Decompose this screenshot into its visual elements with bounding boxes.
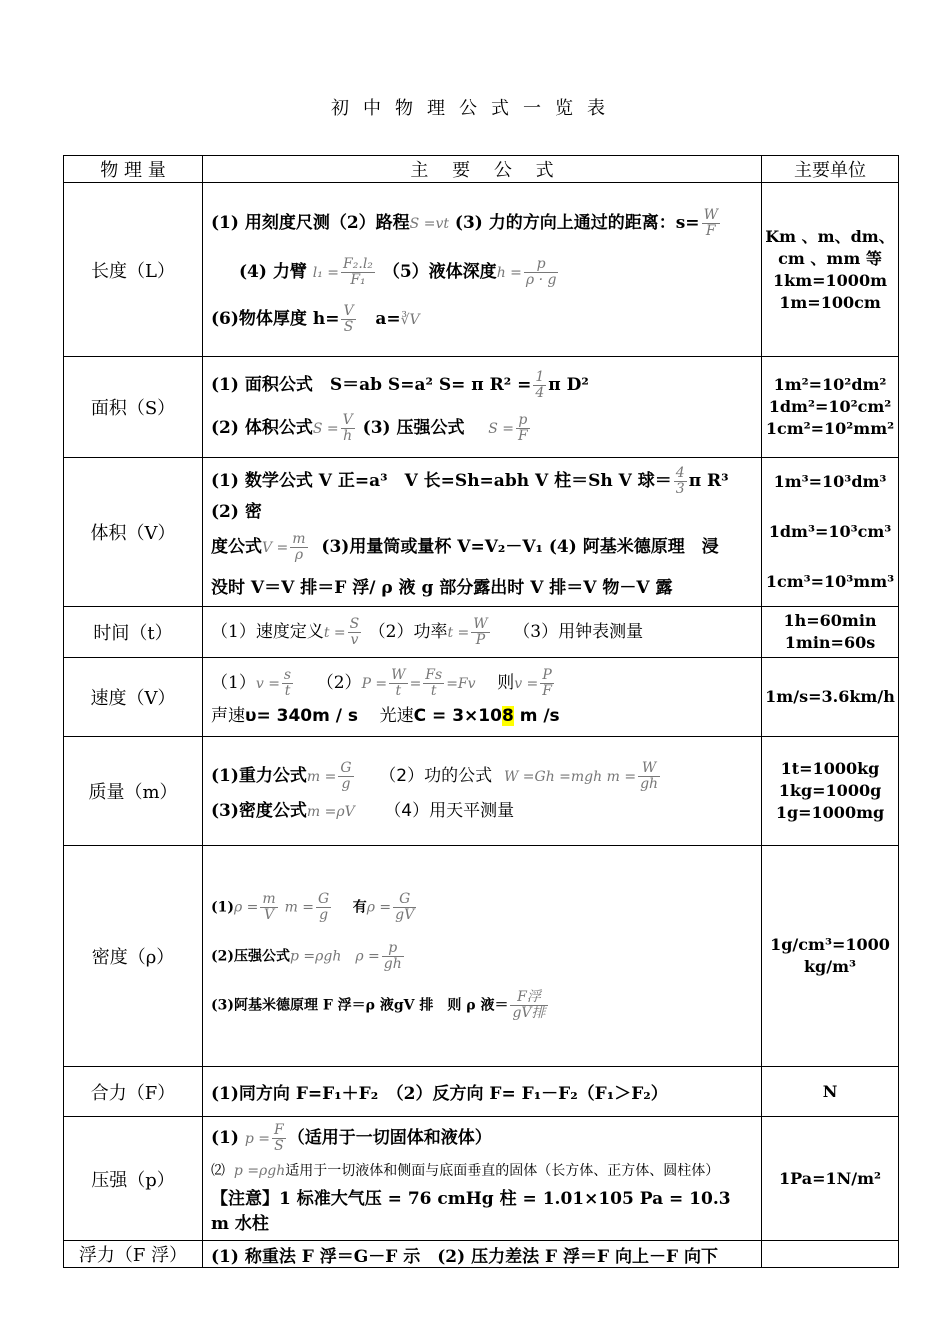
denominator: gh xyxy=(383,955,402,972)
fraction xyxy=(290,532,307,563)
fraction xyxy=(510,990,547,1021)
formula-text: （1） xyxy=(211,673,256,693)
numerator: 4 xyxy=(675,465,685,481)
numerator: S xyxy=(349,615,360,632)
table-row xyxy=(64,846,899,1067)
quantity-name: 密度（ρ） xyxy=(64,846,203,1067)
fraction xyxy=(272,1123,286,1154)
formula-text: （5）液体深度 xyxy=(382,262,497,282)
denominator: v xyxy=(350,631,359,648)
formula-expr: S =vt xyxy=(409,216,449,232)
denominator: F₁ xyxy=(350,272,366,288)
formula-expr: p = xyxy=(244,1131,270,1147)
unit-text: 1t=1000kg xyxy=(780,759,880,778)
formula-expr: S = xyxy=(312,421,339,437)
fraction xyxy=(393,892,416,923)
numerator: p xyxy=(524,257,559,273)
formula-expr: W =Gh =mgh m = xyxy=(503,769,637,785)
quantity-name: 长度（L） xyxy=(64,183,203,357)
fraction xyxy=(341,413,355,444)
denominator: 4 xyxy=(535,385,545,401)
table-row xyxy=(64,183,899,357)
fraction xyxy=(348,617,362,648)
fraction xyxy=(316,892,331,923)
formula-expr: =Fv xyxy=(446,676,476,692)
fraction xyxy=(540,668,554,699)
unit-text: Km 、m、dm、 xyxy=(765,226,895,246)
unit-text: 1h=60min xyxy=(783,611,877,630)
formula-text: （2）功率 xyxy=(368,621,448,642)
formula-text: 度公式 xyxy=(211,537,262,557)
numerator: F浮 xyxy=(510,990,547,1006)
formula-text: 则 xyxy=(497,673,515,693)
units-cell xyxy=(762,1067,899,1117)
formula-expr: p =ρgh xyxy=(233,1163,286,1179)
formula-text: 没时 V＝V 排＝F 浮/ ρ 液 g 部分露出时 V 排＝V 物－V 露 xyxy=(211,578,673,598)
quantity-name: 合力（F） xyxy=(64,1067,203,1117)
numerator: P xyxy=(540,668,554,684)
formula-text: (6)物体厚度 h= xyxy=(211,309,340,329)
unit-text: 1Pa=1N/m² xyxy=(778,1168,882,1188)
numerator: W xyxy=(391,667,406,683)
formula-text: （4）用天平测量 xyxy=(384,801,515,821)
formula-text: (1) 用刻度尺测（2）路程 xyxy=(211,213,410,233)
formula-text: a= xyxy=(375,309,401,329)
fraction xyxy=(702,208,720,239)
unit-text: 1dm³=10³cm³ xyxy=(768,522,892,541)
numerator: W xyxy=(638,761,660,777)
formula-cell xyxy=(203,607,762,658)
formula-expr: h = xyxy=(496,265,522,281)
fraction xyxy=(638,761,660,792)
quantity-name: 质量（m） xyxy=(64,737,203,846)
numerator: s xyxy=(283,667,292,683)
quantity-name: 体积（V） xyxy=(64,458,203,607)
formula-expr: v = xyxy=(255,676,280,692)
denominator: t xyxy=(395,683,402,699)
units-cell xyxy=(762,658,899,737)
formula-text: (3) 压强公式 xyxy=(362,418,465,438)
header-row xyxy=(64,156,899,183)
unit-text: 1m/s=3.6km/h xyxy=(765,687,895,706)
formula-expr: p =ρgh ρ = xyxy=(290,948,380,964)
unit-text: 1km=1000m xyxy=(772,270,887,290)
table-row xyxy=(64,458,899,607)
units-cell xyxy=(762,846,899,1067)
formula-cell xyxy=(203,1117,762,1241)
formula-expr: ρ = xyxy=(366,899,392,915)
fraction xyxy=(282,668,293,699)
formula-expr: V = xyxy=(262,540,289,556)
formula-cell xyxy=(203,183,762,357)
denominator: gV xyxy=(395,906,415,923)
numerator: G xyxy=(340,760,352,776)
unit-text: 1g=1000mg xyxy=(775,803,885,822)
formula-expr: t = xyxy=(323,624,346,641)
formula-text: (4) 力臂 xyxy=(239,262,307,282)
numerator: V xyxy=(343,303,354,319)
unit-text: 1m=100cm xyxy=(779,292,881,312)
fraction xyxy=(516,413,530,444)
fraction xyxy=(471,617,489,648)
formula-text: 适用于一切液体和侧面与底面垂直的固体（长方体、正方体、圆柱体） xyxy=(285,1163,720,1179)
denominator: h xyxy=(343,428,353,444)
quantity-name: 速度（V） xyxy=(64,658,203,737)
table-row xyxy=(64,737,899,846)
formula-text: (3)用量筒或量杯 V=V₂－V₁ (4) 阿基米德原理 浸 xyxy=(321,537,719,557)
fraction xyxy=(341,257,375,288)
formula-text: (1) xyxy=(211,1128,239,1148)
denominator: t xyxy=(430,683,437,699)
numerator: p xyxy=(382,941,404,957)
header-quantity: 物 理 量 xyxy=(64,156,203,183)
formula-text: (3) 力的方向上通过的距离：s= xyxy=(454,213,700,233)
numerator: p xyxy=(516,413,530,429)
table-row xyxy=(64,1117,899,1241)
quantity-name: 面积（S） xyxy=(64,357,203,458)
formula-text: (1)重力公式 xyxy=(211,766,307,786)
formula-text: (3)阿基米德原理 F 浮＝ρ 液gV 排 则 ρ 液＝ xyxy=(211,997,509,1013)
fraction xyxy=(341,304,355,335)
formula-text: 有 xyxy=(352,899,367,915)
sound-speed: υ= 340m / s xyxy=(245,706,359,726)
formula-text: (1) 面积公式 S＝ab S=a² S= π R² = xyxy=(211,375,532,395)
numerator: G xyxy=(318,890,330,907)
fraction xyxy=(382,941,404,972)
unit-text: 1m²=10²dm² xyxy=(773,375,887,394)
formula-text: (2) 体积公式 xyxy=(211,418,313,438)
table-row xyxy=(64,357,899,458)
highlighted-exponent: 8 xyxy=(501,706,514,726)
formula-table xyxy=(63,155,899,1268)
unit-text: 1cm²=10²mm² xyxy=(765,419,895,438)
numerator: Fs xyxy=(425,667,443,683)
unit-text: kg/m³ xyxy=(803,957,857,976)
denominator: 3 xyxy=(675,481,685,497)
denominator: F xyxy=(517,428,528,444)
denominator: t xyxy=(284,683,291,699)
formula-text: （3）用钟表测量 xyxy=(513,621,644,642)
formula-expr: ρ = xyxy=(234,899,259,915)
denominator: ρ · g xyxy=(525,272,557,288)
formula-text: (2)压强公式 xyxy=(211,948,290,964)
unit-text: 1min=60s xyxy=(784,633,876,652)
numerator: m xyxy=(292,531,306,547)
formula-text: π R³ (2) 密 xyxy=(211,471,746,522)
denominator: g xyxy=(319,906,329,923)
formula-expr: ∛V xyxy=(400,312,420,328)
formula-expr: l₁ = xyxy=(312,265,340,281)
numerator: W xyxy=(473,615,488,632)
table-row xyxy=(64,607,899,658)
formula-text: 声速 xyxy=(211,706,245,726)
formula-cell xyxy=(203,846,762,1067)
quantity-name: 压强（p） xyxy=(64,1117,203,1241)
table-row xyxy=(64,1067,899,1117)
page-title: 初中物理公式一览表 xyxy=(331,98,619,119)
formula-expr: m = xyxy=(284,899,315,915)
denominator: gh xyxy=(640,776,659,792)
numerator: V xyxy=(342,412,353,428)
fraction xyxy=(533,370,546,401)
unit-text: 1m³=10³dm³ xyxy=(773,472,887,491)
formula-expr: t = xyxy=(447,624,470,641)
fraction xyxy=(674,466,687,497)
denominator: S xyxy=(343,319,354,335)
note-text: 【注意】1 标准大气压 = 76 cmHg 柱 = 1.01×105 Pa = 10.3 m 水柱 xyxy=(211,1189,731,1234)
formula-text: （1）速度定义 xyxy=(211,621,324,642)
units-cell xyxy=(762,1241,899,1268)
numerator: W xyxy=(703,207,718,223)
formula-expr: S = xyxy=(488,421,514,437)
fraction xyxy=(260,892,277,923)
header-units: 主要单位 xyxy=(762,156,899,183)
formula-cell xyxy=(203,658,762,737)
units-cell xyxy=(762,607,899,658)
light-speed: C = 3×10 xyxy=(413,706,502,726)
fraction xyxy=(423,668,444,699)
formula-text: π D² xyxy=(548,375,589,395)
denominator: P xyxy=(475,631,486,648)
formula-text: （2） xyxy=(316,673,362,693)
unit-text: 1kg=1000g xyxy=(778,781,882,800)
formula-text: ⑵ xyxy=(211,1163,225,1179)
formula-cell xyxy=(203,458,762,607)
formula-cell xyxy=(203,737,762,846)
unit-text: N xyxy=(822,1081,838,1101)
formula-text: (1) 数学公式 V 正=a³ V 长=Sh=abh V 柱＝Sh V 球＝ xyxy=(211,471,672,491)
unit-text: 1g/cm³=1000 xyxy=(770,935,890,954)
formula-expr: m = xyxy=(306,769,337,785)
formula-text: （2）功的公式 xyxy=(379,766,493,786)
denominator: gV排 xyxy=(512,1004,546,1021)
unit-text: cm 、mm 等 xyxy=(778,248,882,268)
formula-expr: = xyxy=(409,676,422,692)
numerator: m xyxy=(262,890,276,907)
units-cell xyxy=(762,737,899,846)
units-cell xyxy=(762,1117,899,1241)
formula-text: （适用于一切固体和液体） xyxy=(287,1128,492,1148)
numerator: F xyxy=(274,1122,284,1138)
numerator: G xyxy=(393,892,416,908)
formula-text: (1) xyxy=(211,899,234,915)
fraction xyxy=(524,257,559,288)
numerator: 1 xyxy=(535,369,545,385)
formula-text: 光速 xyxy=(379,706,414,726)
denominator: S xyxy=(274,1138,284,1154)
formula-text: (3)密度公式 xyxy=(211,801,307,821)
fraction xyxy=(389,668,407,699)
light-speed-unit: m /s xyxy=(513,706,560,726)
units-cell xyxy=(762,183,899,357)
unit-text: 1cm³=10³mm³ xyxy=(765,572,895,591)
units-cell xyxy=(762,458,899,607)
denominator: ρ xyxy=(294,547,304,563)
quantity-name: 时间（t） xyxy=(64,607,203,658)
denominator: g xyxy=(341,776,351,792)
formula-expr: v = xyxy=(514,676,539,692)
table-row xyxy=(64,658,899,737)
formula-cell xyxy=(203,357,762,458)
formula-expr: P = xyxy=(361,676,388,692)
units-cell xyxy=(762,357,899,458)
unit-text: 1dm²=10²cm² xyxy=(768,397,892,416)
formula-cell: (1) 称重法 F 浮＝G－F 示 (2) 压力差法 F 浮＝F 向上－F 向下 xyxy=(203,1241,762,1268)
formula-expr: m =ρV xyxy=(306,804,355,820)
fraction xyxy=(338,761,353,792)
denominator: F xyxy=(542,683,552,699)
denominator: V xyxy=(264,906,275,923)
table-row xyxy=(64,1241,899,1268)
header-formulas: 主 要 公 式 xyxy=(203,156,762,183)
formula-cell: (1)同方向 F=F₁＋F₂ （2）反方向 F= F₁－F₂（F₁＞F₂） xyxy=(203,1067,762,1117)
numerator: F₂.l₂ xyxy=(343,256,373,272)
denominator: F xyxy=(705,223,716,239)
quantity-name: 浮力（F 浮） xyxy=(64,1241,203,1268)
